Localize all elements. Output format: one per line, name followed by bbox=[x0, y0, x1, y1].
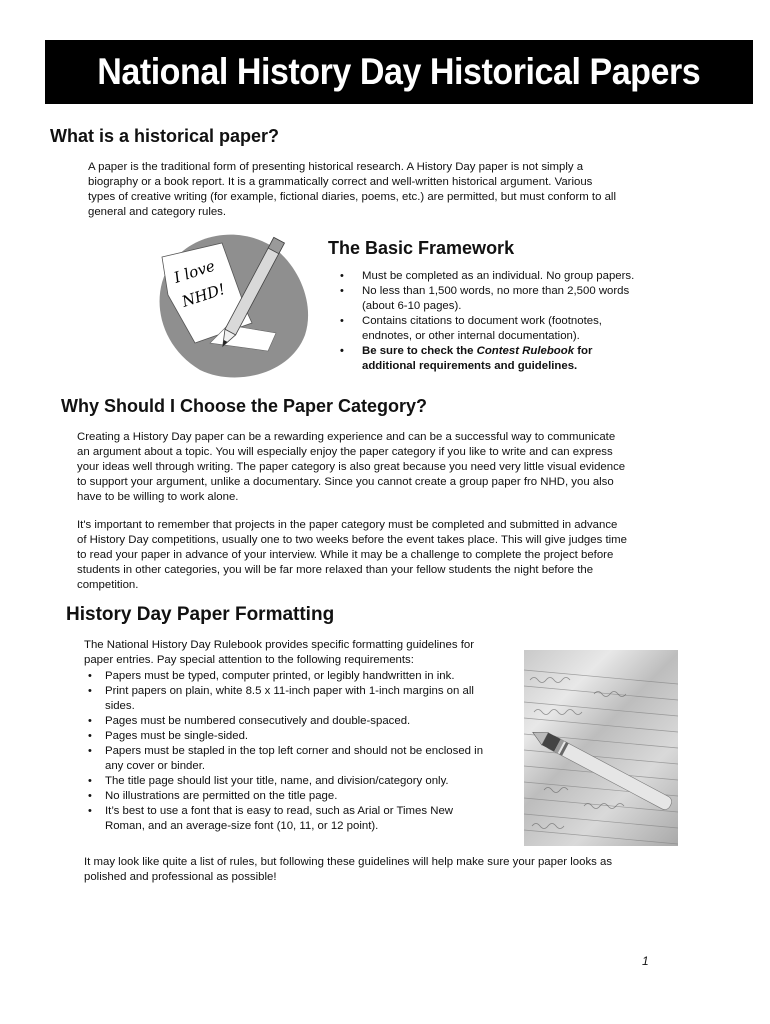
list-item: • It’s best to use a font that is easy to read, such as Arial or Times New Roman, and an average-size font (10, 11, or 12 point). bbox=[88, 805, 454, 832]
bullet-line: Papers must be typed, computer printed, or legibly handwritten in ink. bbox=[105, 670, 455, 682]
text-line: types of creative writing (for example, fictional diaries, poems, etc.) are permitted, but must conform to all bbox=[88, 191, 616, 203]
bullet-line: It’s best to use a font that is easy to read, such as Arial or Times New bbox=[105, 805, 454, 817]
handwriting-photo bbox=[524, 650, 678, 846]
bullet-line: any cover or binder. bbox=[105, 760, 206, 772]
text-line: your ideas well through writing. The paper category is also great because you need very little visual evidence bbox=[77, 461, 626, 473]
text-line: A paper is the traditional form of presenting historical research. A History Day paper is not simply a bbox=[88, 161, 584, 173]
list-item: • Contains citations to document work (footnotes, endnotes, or other internal documentation). bbox=[340, 315, 602, 342]
text-line: an argument about a topic. You will especially enjoy the paper category if you like to write and can express bbox=[77, 446, 613, 458]
list-item: • Papers must be typed, computer printed, or legibly handwritten in ink. bbox=[88, 670, 455, 682]
text-line: paper entries. Pay special attention to the following requirements: bbox=[84, 654, 414, 666]
bullet-line: Papers must be stapled in the top left corner and should not be enclosed in bbox=[105, 745, 484, 757]
bullet-line: Roman, and an average-size font (10, 11, or 12 point). bbox=[105, 820, 379, 832]
text-line: It may look like quite a list of rules, but following these guidelines will help make sure your paper looks as bbox=[84, 856, 613, 868]
page-title: National History Day Historical Papers bbox=[97, 51, 701, 92]
list-item: • No illustrations are permitted on the title page. bbox=[88, 790, 338, 802]
formatting-intro bbox=[84, 638, 474, 668]
bullet-line: Must be completed as an individual. No group papers. bbox=[362, 270, 635, 282]
framework-list bbox=[340, 269, 704, 374]
text-line: to support your argument, unlike a documentary. Since you cannot create a group paper fro NHD, you also bbox=[77, 476, 614, 488]
page-number: 1 bbox=[642, 954, 649, 968]
bullet-line: (about 6-10 pages). bbox=[362, 300, 462, 312]
section-heading-framework: The Basic Framework bbox=[328, 238, 515, 258]
why-paragraph-1 bbox=[77, 430, 625, 505]
text-line: The National History Day Rulebook provides specific formatting guidelines for bbox=[84, 639, 474, 651]
list-item: • Must be completed as an individual. No group papers. bbox=[340, 270, 635, 282]
text-line: students in other categories, you will be far more relaxed than your fellow students the night before the bbox=[77, 564, 594, 576]
intro-paragraph bbox=[88, 160, 616, 220]
list-item: • The title page should list your title, name, and division/category only. bbox=[88, 775, 449, 787]
text-line: polished and professional as possible! bbox=[84, 871, 277, 883]
bullet-line: Pages must be numbered consecutively and double-spaced. bbox=[105, 715, 411, 727]
note-text-line1: I love bbox=[171, 256, 218, 287]
list-item: • Pages must be numbered consecutively and double-spaced. bbox=[88, 715, 411, 727]
bullet-text: for bbox=[574, 345, 593, 357]
pen-icon bbox=[529, 726, 673, 812]
bullet-line: Print papers on plain, white 8.5 x 11-inch paper with 1-inch margins on all bbox=[105, 685, 474, 697]
text-line: general and category rules. bbox=[88, 206, 227, 218]
bullet-line: endnotes, or other internal documentation). bbox=[362, 330, 580, 342]
text-line: Creating a History Day paper can be a rewarding experience and can be a successful way to communicate bbox=[77, 431, 616, 443]
bullet-line: additional requirements and guidelines. bbox=[362, 360, 578, 372]
section-heading-formatting: History Day Paper Formatting bbox=[66, 604, 335, 625]
text-line: biography or a book report. It is a grammatically correct and well-written historical argument. Various bbox=[88, 176, 593, 188]
rulebook-emphasis: Contest Rulebook bbox=[476, 345, 575, 357]
bullet-text: Be sure to check the bbox=[362, 345, 477, 357]
list-item: • No less than 1,500 words, no more than 2,500 words (about 6-10 pages). bbox=[340, 285, 630, 312]
note-text-line2: NHD! bbox=[179, 280, 228, 311]
bullet-line: Pages must be single-sided. bbox=[105, 730, 249, 742]
text-line: It's important to remember that projects in the paper category must be completed and submitted in advance bbox=[77, 519, 618, 531]
text-line: to read your paper in advance of your interview. While it may be a challenge to complete the project before bbox=[77, 549, 614, 561]
text-line: have to be willing to work alone. bbox=[77, 491, 239, 503]
list-item: • Print papers on plain, white 8.5 x 11-inch paper with 1-inch margins on all sides. bbox=[88, 685, 474, 712]
section-heading-why-choose: Why Should I Choose the Paper Category? bbox=[61, 396, 428, 416]
text-line: competition. bbox=[77, 579, 139, 591]
list-item: • Be sure to check the Contest Rulebook for additional requirements and guidelines. bbox=[340, 345, 593, 372]
bullet-line: The title page should list your title, name, and division/category only. bbox=[105, 775, 449, 787]
bullet-line: No illustrations are permitted on the title page. bbox=[105, 790, 338, 802]
text-line: of History Day competitions, usually one to two weeks before the event takes place. This will give judges time bbox=[77, 534, 627, 546]
list-item: • Papers must be stapled in the top left corner and should not be enclosed in any cover or binder. bbox=[88, 745, 484, 772]
closing-paragraph bbox=[84, 855, 612, 885]
bullet-line: No less than 1,500 words, no more than 2,500 words bbox=[362, 285, 630, 297]
bullet-line: Contains citations to document work (footnotes, bbox=[362, 315, 602, 327]
formatting-list bbox=[88, 669, 528, 834]
pencil-paper-illustration bbox=[140, 225, 312, 385]
title-banner bbox=[45, 40, 753, 104]
section-heading-what-is: What is a historical paper? bbox=[50, 126, 280, 146]
why-paragraph-2 bbox=[77, 518, 627, 593]
handwriting-photo-art bbox=[524, 650, 678, 846]
list-item: • Pages must be single-sided. bbox=[88, 730, 249, 742]
bullet-line: sides. bbox=[105, 700, 135, 712]
